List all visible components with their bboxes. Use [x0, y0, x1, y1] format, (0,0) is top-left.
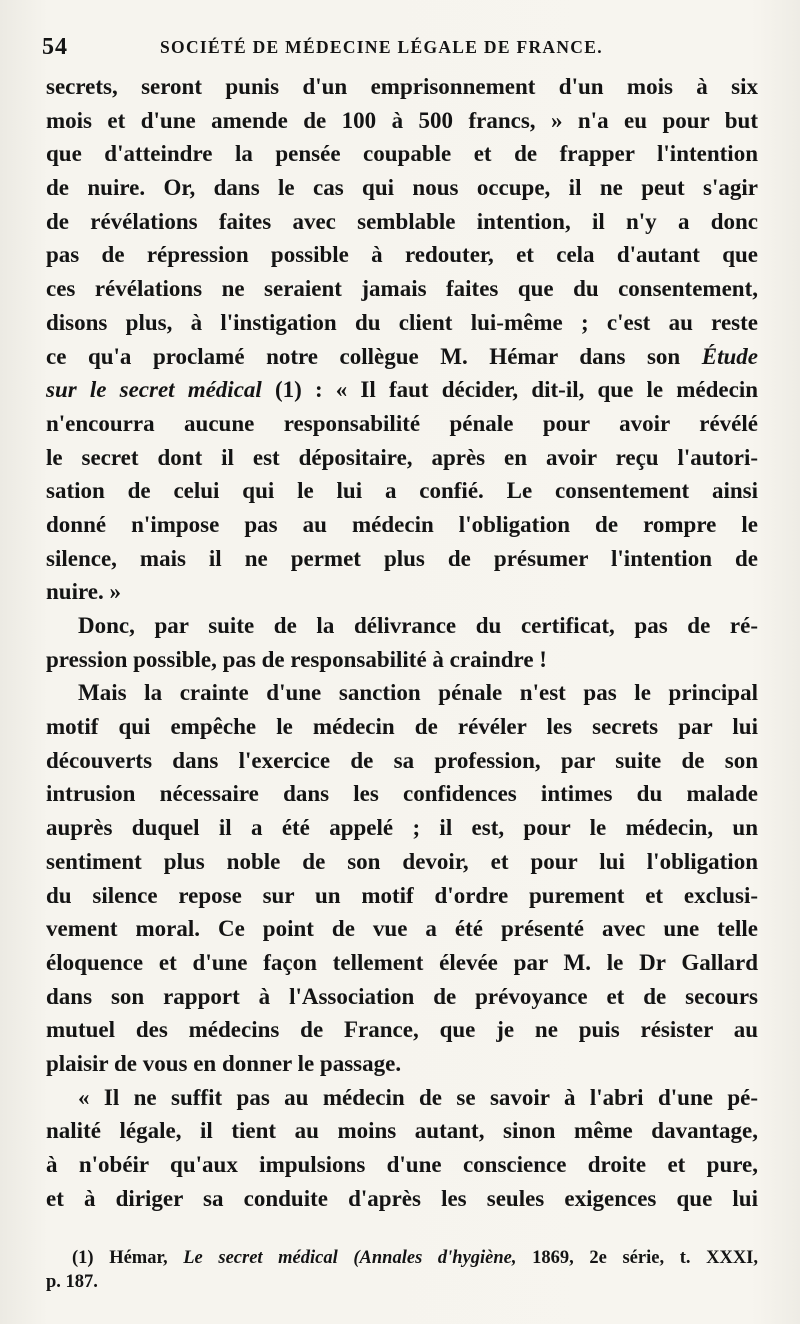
text-segment: ce qu'a proclamé notre collègue M. Hémar dans son — [46, 343, 681, 369]
text-line: silence, mais il ne permet plus de présumer l'intention de — [46, 545, 758, 571]
text-line: éloquence et d'une façon tellement élevée par M. le Dr Gallard — [46, 949, 758, 975]
text-segment: (1) : « Il faut décider, dit-il, que le médecin — [261, 377, 758, 403]
text-line: mutuel des médecins de France, que je ne puis résister au — [46, 1017, 758, 1043]
text-line: sation de celui qui le lui a confié. Le consentement ainsi — [46, 478, 758, 504]
text-line-with-italic — [46, 340, 758, 374]
text-line: mois et d'une amende de 100 à 500 francs, » n'a eu pour but — [46, 107, 758, 133]
text-line: découverts dans l'exercice de sa profession, par suite de son — [46, 747, 758, 773]
footnote-title: Le secret médical — [183, 1248, 338, 1268]
text-line: pression possible, pas de responsabilité à craindre ! — [46, 646, 547, 672]
paragraph-start: Mais la crainte d'une sanction pénale n'est pas le principal — [78, 680, 758, 706]
text-line: secrets, seront punis d'un emprisonnement d'un mois à six — [46, 74, 758, 99]
footnote-source: (Annales d'hygiène, — [353, 1248, 517, 1268]
text-line: nuire. » — [46, 579, 121, 605]
running-head: SOCIÉTÉ DE MÉDECINE LÉGALE DE FRANCE. — [160, 37, 603, 57]
text-line: motif qui empêche le médecin de révéler les secrets par lui — [46, 714, 758, 740]
text-line: intrusion nécessaire dans les confidences intimes du malade — [46, 781, 758, 807]
text-line: pas de répression possible à redouter, et cela d'autant que — [46, 242, 758, 268]
body-text — [46, 70, 758, 1215]
text-line: que d'atteindre la pensée coupable et de frapper l'intention — [46, 141, 758, 167]
footnote-line: p. 187. — [46, 1272, 98, 1292]
text-line: n'encourra aucune responsabilité pénale pour avoir révélé — [46, 410, 758, 436]
italic-title: Étude — [701, 343, 758, 369]
footnote-line — [46, 1246, 758, 1270]
paragraph-start: « Il ne suffit pas au médecin de se savoir à l'abri d'une pé- — [78, 1084, 758, 1110]
text-line: du silence repose sur un motif d'ordre purement et exclusi- — [46, 882, 758, 908]
text-line: à n'obéir qu'aux impulsions d'une conscience droite et pure, — [46, 1152, 758, 1177]
footnote-rest: 1869, 2e série, t. XXXI, — [532, 1248, 759, 1268]
text-line: vement moral. Ce point de vue a été présenté avec une telle — [46, 916, 758, 942]
text-line: auprès duquel il a été appelé ; il est, pour le médecin, un — [46, 815, 758, 841]
text-line: et à diriger sa conduite d'après les seules exigences que lui — [46, 1185, 758, 1211]
text-line: nalité légale, il tient au moins autant, sinon même davantage, — [46, 1118, 758, 1144]
text-line: de révélations faites avec semblable intention, il n'y a donc — [46, 208, 758, 234]
page-number: 54 — [42, 34, 68, 60]
footnote-marker: (1) Hémar, — [72, 1248, 168, 1268]
text-line: disons plus, à l'instigation du client lui-même ; c'est au reste — [46, 309, 758, 335]
text-line: le secret dont il est dépositaire, après en avoir reçu l'autori- — [46, 444, 758, 470]
text-line: sentiment plus noble de son devoir, et pour lui l'obligation — [46, 848, 758, 874]
paragraph-start: Donc, par suite de la délivrance du certificat, pas de ré- — [78, 613, 758, 638]
text-line: donné n'impose pas au médecin l'obligation de rompre le — [46, 511, 758, 537]
text-line: plaisir de vous en donner le passage. — [46, 1050, 402, 1076]
text-line: de nuire. Or, dans le cas qui nous occupe, il ne peut s'agir — [46, 175, 758, 201]
text-line-with-italic — [46, 373, 758, 407]
text-line: ces révélations ne seraient jamais faites que du consentement, — [46, 276, 758, 302]
page-header — [42, 30, 760, 64]
italic-title: sur le secret médical — [46, 377, 262, 403]
footnote — [46, 1246, 758, 1294]
text-line: dans son rapport à l'Association de prévoyance et de secours — [46, 983, 758, 1009]
